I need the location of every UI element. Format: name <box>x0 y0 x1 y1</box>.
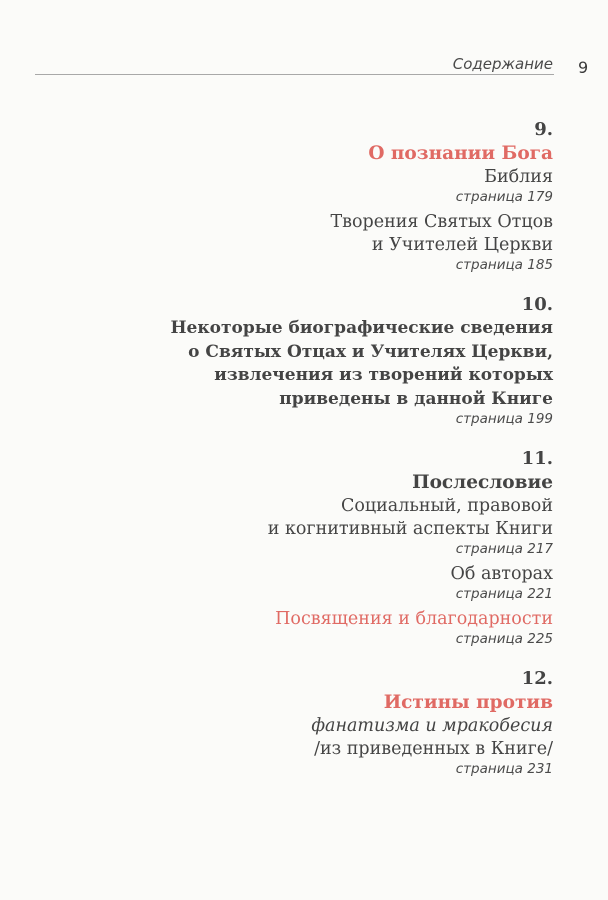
entry-aspects-line-1[interactable]: Социальный, правовой <box>340 496 553 516</box>
page-reference: страница 225 <box>455 631 553 647</box>
section-number: 10. <box>521 294 553 315</box>
page-number: 9 <box>578 58 589 77</box>
section-title-line-1[interactable]: Некоторые биографические сведения <box>170 318 553 338</box>
section-title-line-2[interactable]: о Святых Отцах и Учителях Церкви, <box>188 341 553 362</box>
header-rule <box>35 74 554 75</box>
table-of-contents <box>83 118 553 797</box>
section-number: 11. <box>521 448 553 469</box>
entry-aspects-line-2[interactable]: и когнитивный аспекты Книги <box>267 519 553 539</box>
section-title-line-3[interactable]: извлечения из творений которых <box>214 365 553 385</box>
section-title[interactable]: Истины против <box>383 692 553 713</box>
section-title[interactable]: Послесловие <box>412 472 553 493</box>
section-title-line-4[interactable]: приведены в данной Книге <box>279 388 553 409</box>
page-reference: страница 185 <box>455 257 553 273</box>
section-note[interactable]: /из приведенных в Книге/ <box>314 739 553 759</box>
page-reference: страница 217 <box>455 541 553 557</box>
page-reference: страница 199 <box>455 411 553 427</box>
toc-section-12 <box>83 667 553 778</box>
section-title[interactable]: О познании Бога <box>368 143 553 164</box>
page-reference: страница 221 <box>455 586 553 602</box>
entry-dedications[interactable]: Посвящения и благодарности <box>275 609 553 629</box>
toc-section-10 <box>83 293 553 428</box>
running-title: Содержание <box>452 55 553 73</box>
section-subtitle[interactable]: фанатизма и мракобесия <box>311 716 553 736</box>
section-number: 9. <box>534 119 553 140</box>
toc-section-9 <box>83 118 553 274</box>
entry-bible[interactable]: Библия <box>484 167 553 187</box>
page-reference: страница 231 <box>455 761 553 777</box>
section-number: 12. <box>521 668 553 689</box>
entry-fathers-line-2[interactable]: и Учителей Церкви <box>371 235 553 255</box>
toc-section-11 <box>83 447 553 648</box>
entry-fathers-line-1[interactable]: Творения Святых Отцов <box>330 212 553 232</box>
entry-authors[interactable]: Об авторах <box>450 564 553 584</box>
page-reference: страница 179 <box>455 189 553 205</box>
